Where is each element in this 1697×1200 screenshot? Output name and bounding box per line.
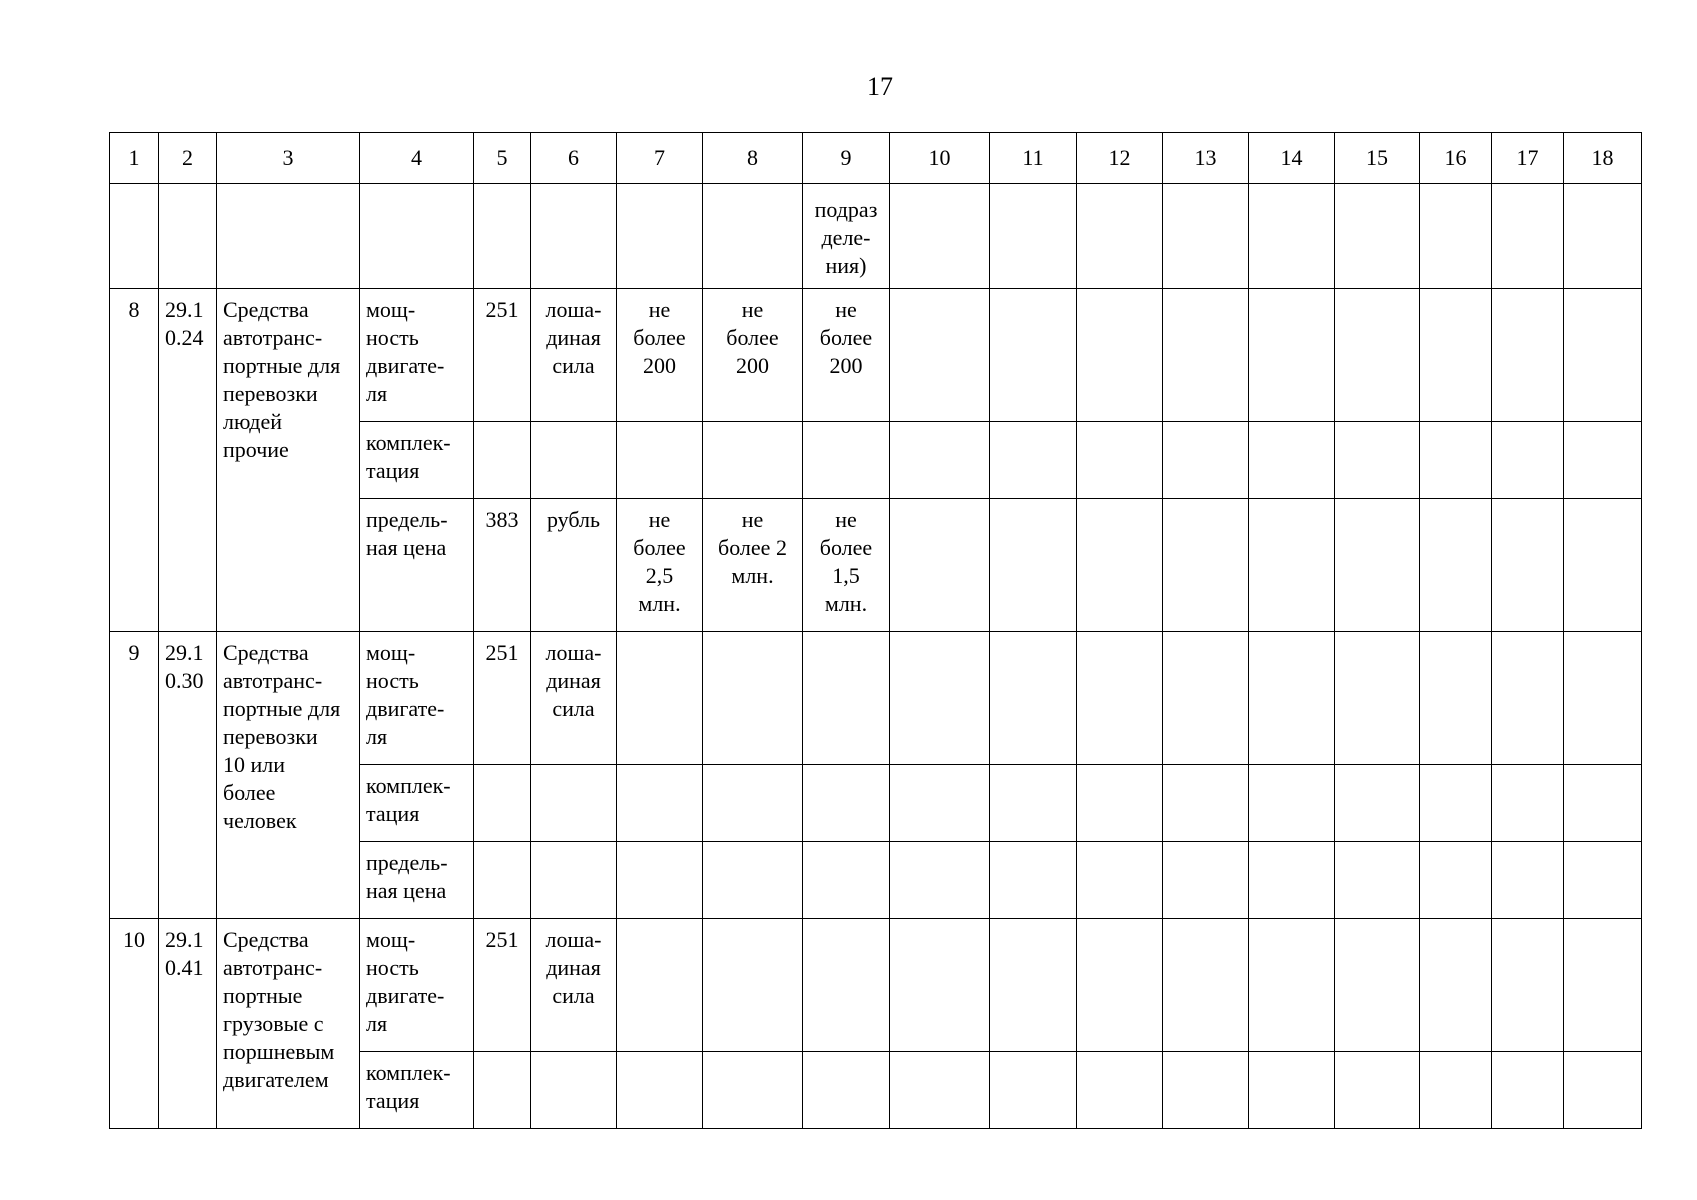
value-cell-col9 <box>803 842 890 919</box>
empty-cell <box>990 842 1077 919</box>
empty-cell <box>1564 765 1642 842</box>
empty-cell <box>1492 422 1564 499</box>
characteristic-cell: мощ- ность двигате- ля <box>360 632 474 765</box>
header-cell: 9 <box>803 133 890 184</box>
value-cell-col9 <box>803 919 890 1052</box>
empty-cell <box>1492 184 1564 289</box>
unit-cell: рубль <box>531 499 617 632</box>
empty-cell <box>703 184 803 289</box>
empty-cell <box>1420 499 1492 632</box>
empty-cell <box>1564 422 1642 499</box>
unit-cell: лоша- диная сила <box>531 919 617 1052</box>
empty-cell <box>990 1052 1077 1129</box>
okei-code-cell: 383 <box>474 499 531 632</box>
empty-cell <box>1077 1052 1163 1129</box>
empty-cell <box>1163 499 1249 632</box>
value-cell-col7 <box>617 765 703 842</box>
okei-code-cell <box>474 1052 531 1129</box>
empty-cell <box>1492 632 1564 765</box>
value-cell-col9 <box>803 1052 890 1129</box>
empty-cell <box>1564 1052 1642 1129</box>
empty-cell <box>1077 765 1163 842</box>
okei-code-cell: 251 <box>474 919 531 1052</box>
unit-cell <box>531 1052 617 1129</box>
table-row <box>110 632 1642 765</box>
okei-code-cell <box>474 765 531 842</box>
characteristic-cell: комплек- тация <box>360 1052 474 1129</box>
row-number-cell: 9 <box>110 632 159 919</box>
empty-cell <box>617 184 703 289</box>
empty-cell <box>1249 499 1335 632</box>
value-cell-col9: не более 200 <box>803 289 890 422</box>
unit-cell: лоша- диная сила <box>531 289 617 422</box>
characteristic-cell: предель- ная цена <box>360 842 474 919</box>
header-cell: 7 <box>617 133 703 184</box>
empty-cell <box>1564 289 1642 422</box>
empty-cell <box>1420 289 1492 422</box>
value-cell-col8 <box>703 919 803 1052</box>
empty-cell <box>1163 632 1249 765</box>
empty-cell <box>1420 765 1492 842</box>
value-cell-col9 <box>803 422 890 499</box>
empty-cell <box>1077 632 1163 765</box>
empty-cell <box>1077 422 1163 499</box>
value-cell-col9 <box>803 765 890 842</box>
value-cell-col8: не более 200 <box>703 289 803 422</box>
empty-cell <box>990 632 1077 765</box>
header-cell: 16 <box>1420 133 1492 184</box>
empty-cell <box>1492 499 1564 632</box>
value-cell-col8 <box>703 842 803 919</box>
empty-cell <box>1335 919 1420 1052</box>
header-cell: 15 <box>1335 133 1420 184</box>
empty-cell <box>990 499 1077 632</box>
empty-cell <box>1335 632 1420 765</box>
value-cell-col7 <box>617 632 703 765</box>
empty-cell <box>890 842 990 919</box>
empty-cell <box>1335 422 1420 499</box>
okei-code-cell: 251 <box>474 632 531 765</box>
characteristic-cell: мощ- ность двигате- ля <box>360 289 474 422</box>
empty-cell <box>1335 289 1420 422</box>
empty-cell <box>990 184 1077 289</box>
header-cell: 13 <box>1163 133 1249 184</box>
empty-cell <box>990 422 1077 499</box>
empty-cell <box>890 919 990 1052</box>
empty-cell <box>1077 289 1163 422</box>
header-cell: 8 <box>703 133 803 184</box>
header-cell: 11 <box>990 133 1077 184</box>
empty-cell <box>1564 842 1642 919</box>
empty-cell <box>1492 289 1564 422</box>
empty-cell <box>1335 1052 1420 1129</box>
empty-cell <box>890 184 990 289</box>
empty-cell <box>1249 289 1335 422</box>
empty-cell <box>1077 842 1163 919</box>
empty-cell <box>890 765 990 842</box>
empty-cell <box>1335 184 1420 289</box>
empty-cell <box>990 765 1077 842</box>
value-cell-col8 <box>703 1052 803 1129</box>
characteristic-cell: предель- ная цена <box>360 499 474 632</box>
value-cell-col7 <box>617 1052 703 1129</box>
empty-cell <box>1420 184 1492 289</box>
header-cell: 5 <box>474 133 531 184</box>
empty-cell <box>990 919 1077 1052</box>
empty-cell <box>1249 765 1335 842</box>
value-cell-col8: не более 2 млн. <box>703 499 803 632</box>
unit-cell: лоша- диная сила <box>531 632 617 765</box>
header-cell: 12 <box>1077 133 1163 184</box>
value-cell-col7 <box>617 422 703 499</box>
empty-cell <box>1077 919 1163 1052</box>
header-cell: 18 <box>1564 133 1642 184</box>
value-cell-col7 <box>617 919 703 1052</box>
empty-cell <box>1163 422 1249 499</box>
empty-cell <box>890 1052 990 1129</box>
header-cell: 6 <box>531 133 617 184</box>
empty-cell <box>1420 919 1492 1052</box>
value-cell-col7: не более 200 <box>617 289 703 422</box>
okei-code-cell <box>474 842 531 919</box>
value-cell-col9 <box>803 632 890 765</box>
empty-cell <box>531 184 617 289</box>
row-number-cell: 8 <box>110 289 159 632</box>
continuation-row <box>110 184 1642 289</box>
empty-cell <box>1163 289 1249 422</box>
empty-cell <box>159 184 217 289</box>
header-cell: 2 <box>159 133 217 184</box>
empty-cell <box>1249 842 1335 919</box>
value-cell-col8 <box>703 765 803 842</box>
header-cell: 4 <box>360 133 474 184</box>
empty-cell <box>1249 632 1335 765</box>
header-cell: 10 <box>890 133 990 184</box>
characteristic-cell: мощ- ность двигате- ля <box>360 919 474 1052</box>
empty-cell <box>1163 919 1249 1052</box>
empty-cell <box>360 184 474 289</box>
empty-cell <box>474 184 531 289</box>
value-cell-col7 <box>617 842 703 919</box>
empty-cell <box>1077 184 1163 289</box>
empty-cell <box>217 184 360 289</box>
item-name-cell: Средства автотранс- портные для перевозки людей прочие <box>217 289 360 632</box>
empty-cell <box>1077 499 1163 632</box>
empty-cell <box>1335 765 1420 842</box>
item-name-cell: Средства автотранс- портные для перевозки 10 или более человек <box>217 632 360 919</box>
empty-cell <box>1163 842 1249 919</box>
empty-cell <box>1492 1052 1564 1129</box>
empty-cell <box>1249 919 1335 1052</box>
empty-cell <box>1564 919 1642 1052</box>
empty-cell <box>1335 499 1420 632</box>
empty-cell <box>1420 422 1492 499</box>
empty-cell <box>1249 422 1335 499</box>
empty-cell <box>1163 184 1249 289</box>
empty-cell <box>1335 842 1420 919</box>
empty-cell <box>110 184 159 289</box>
value-cell-col8 <box>703 422 803 499</box>
unit-cell <box>531 842 617 919</box>
okei-code-cell <box>474 422 531 499</box>
empty-cell <box>890 289 990 422</box>
table-row <box>110 289 1642 422</box>
okpd-code-cell: 29.1 0.41 <box>159 919 217 1129</box>
empty-cell <box>1420 842 1492 919</box>
empty-cell <box>890 422 990 499</box>
empty-cell <box>1163 765 1249 842</box>
empty-cell <box>1163 1052 1249 1129</box>
value-cell-col9: не более 1,5 млн. <box>803 499 890 632</box>
empty-cell <box>1564 184 1642 289</box>
value-cell-col7: не более 2,5 млн. <box>617 499 703 632</box>
table-row <box>110 919 1642 1052</box>
okei-code-cell: 251 <box>474 289 531 422</box>
header-cell: 3 <box>217 133 360 184</box>
unit-cell <box>531 765 617 842</box>
characteristic-cell: комплек- тация <box>360 765 474 842</box>
empty-cell <box>1492 919 1564 1052</box>
unit-cell <box>531 422 617 499</box>
okpd-code-cell: 29.1 0.24 <box>159 289 217 632</box>
header-cell: 17 <box>1492 133 1564 184</box>
empty-cell <box>1492 842 1564 919</box>
empty-cell <box>1420 1052 1492 1129</box>
okpd-code-cell: 29.1 0.30 <box>159 632 217 919</box>
empty-cell <box>1564 499 1642 632</box>
empty-cell <box>1249 1052 1335 1129</box>
empty-cell <box>1492 765 1564 842</box>
continuation-cell-col9: подраз деле- ния) <box>803 184 890 289</box>
value-cell-col8 <box>703 632 803 765</box>
page-number: 17 <box>867 72 893 101</box>
empty-cell <box>1420 632 1492 765</box>
requirements-table <box>109 132 1642 1129</box>
header-cell: 14 <box>1249 133 1335 184</box>
empty-cell <box>1564 632 1642 765</box>
empty-cell <box>990 289 1077 422</box>
header-row <box>110 133 1642 184</box>
item-name-cell: Средства автотранс- портные грузовые с поршневым двигателем <box>217 919 360 1129</box>
header-cell: 1 <box>110 133 159 184</box>
empty-cell <box>1249 184 1335 289</box>
empty-cell <box>890 499 990 632</box>
empty-cell <box>890 632 990 765</box>
characteristic-cell: комплек- тация <box>360 422 474 499</box>
row-number-cell: 10 <box>110 919 159 1129</box>
